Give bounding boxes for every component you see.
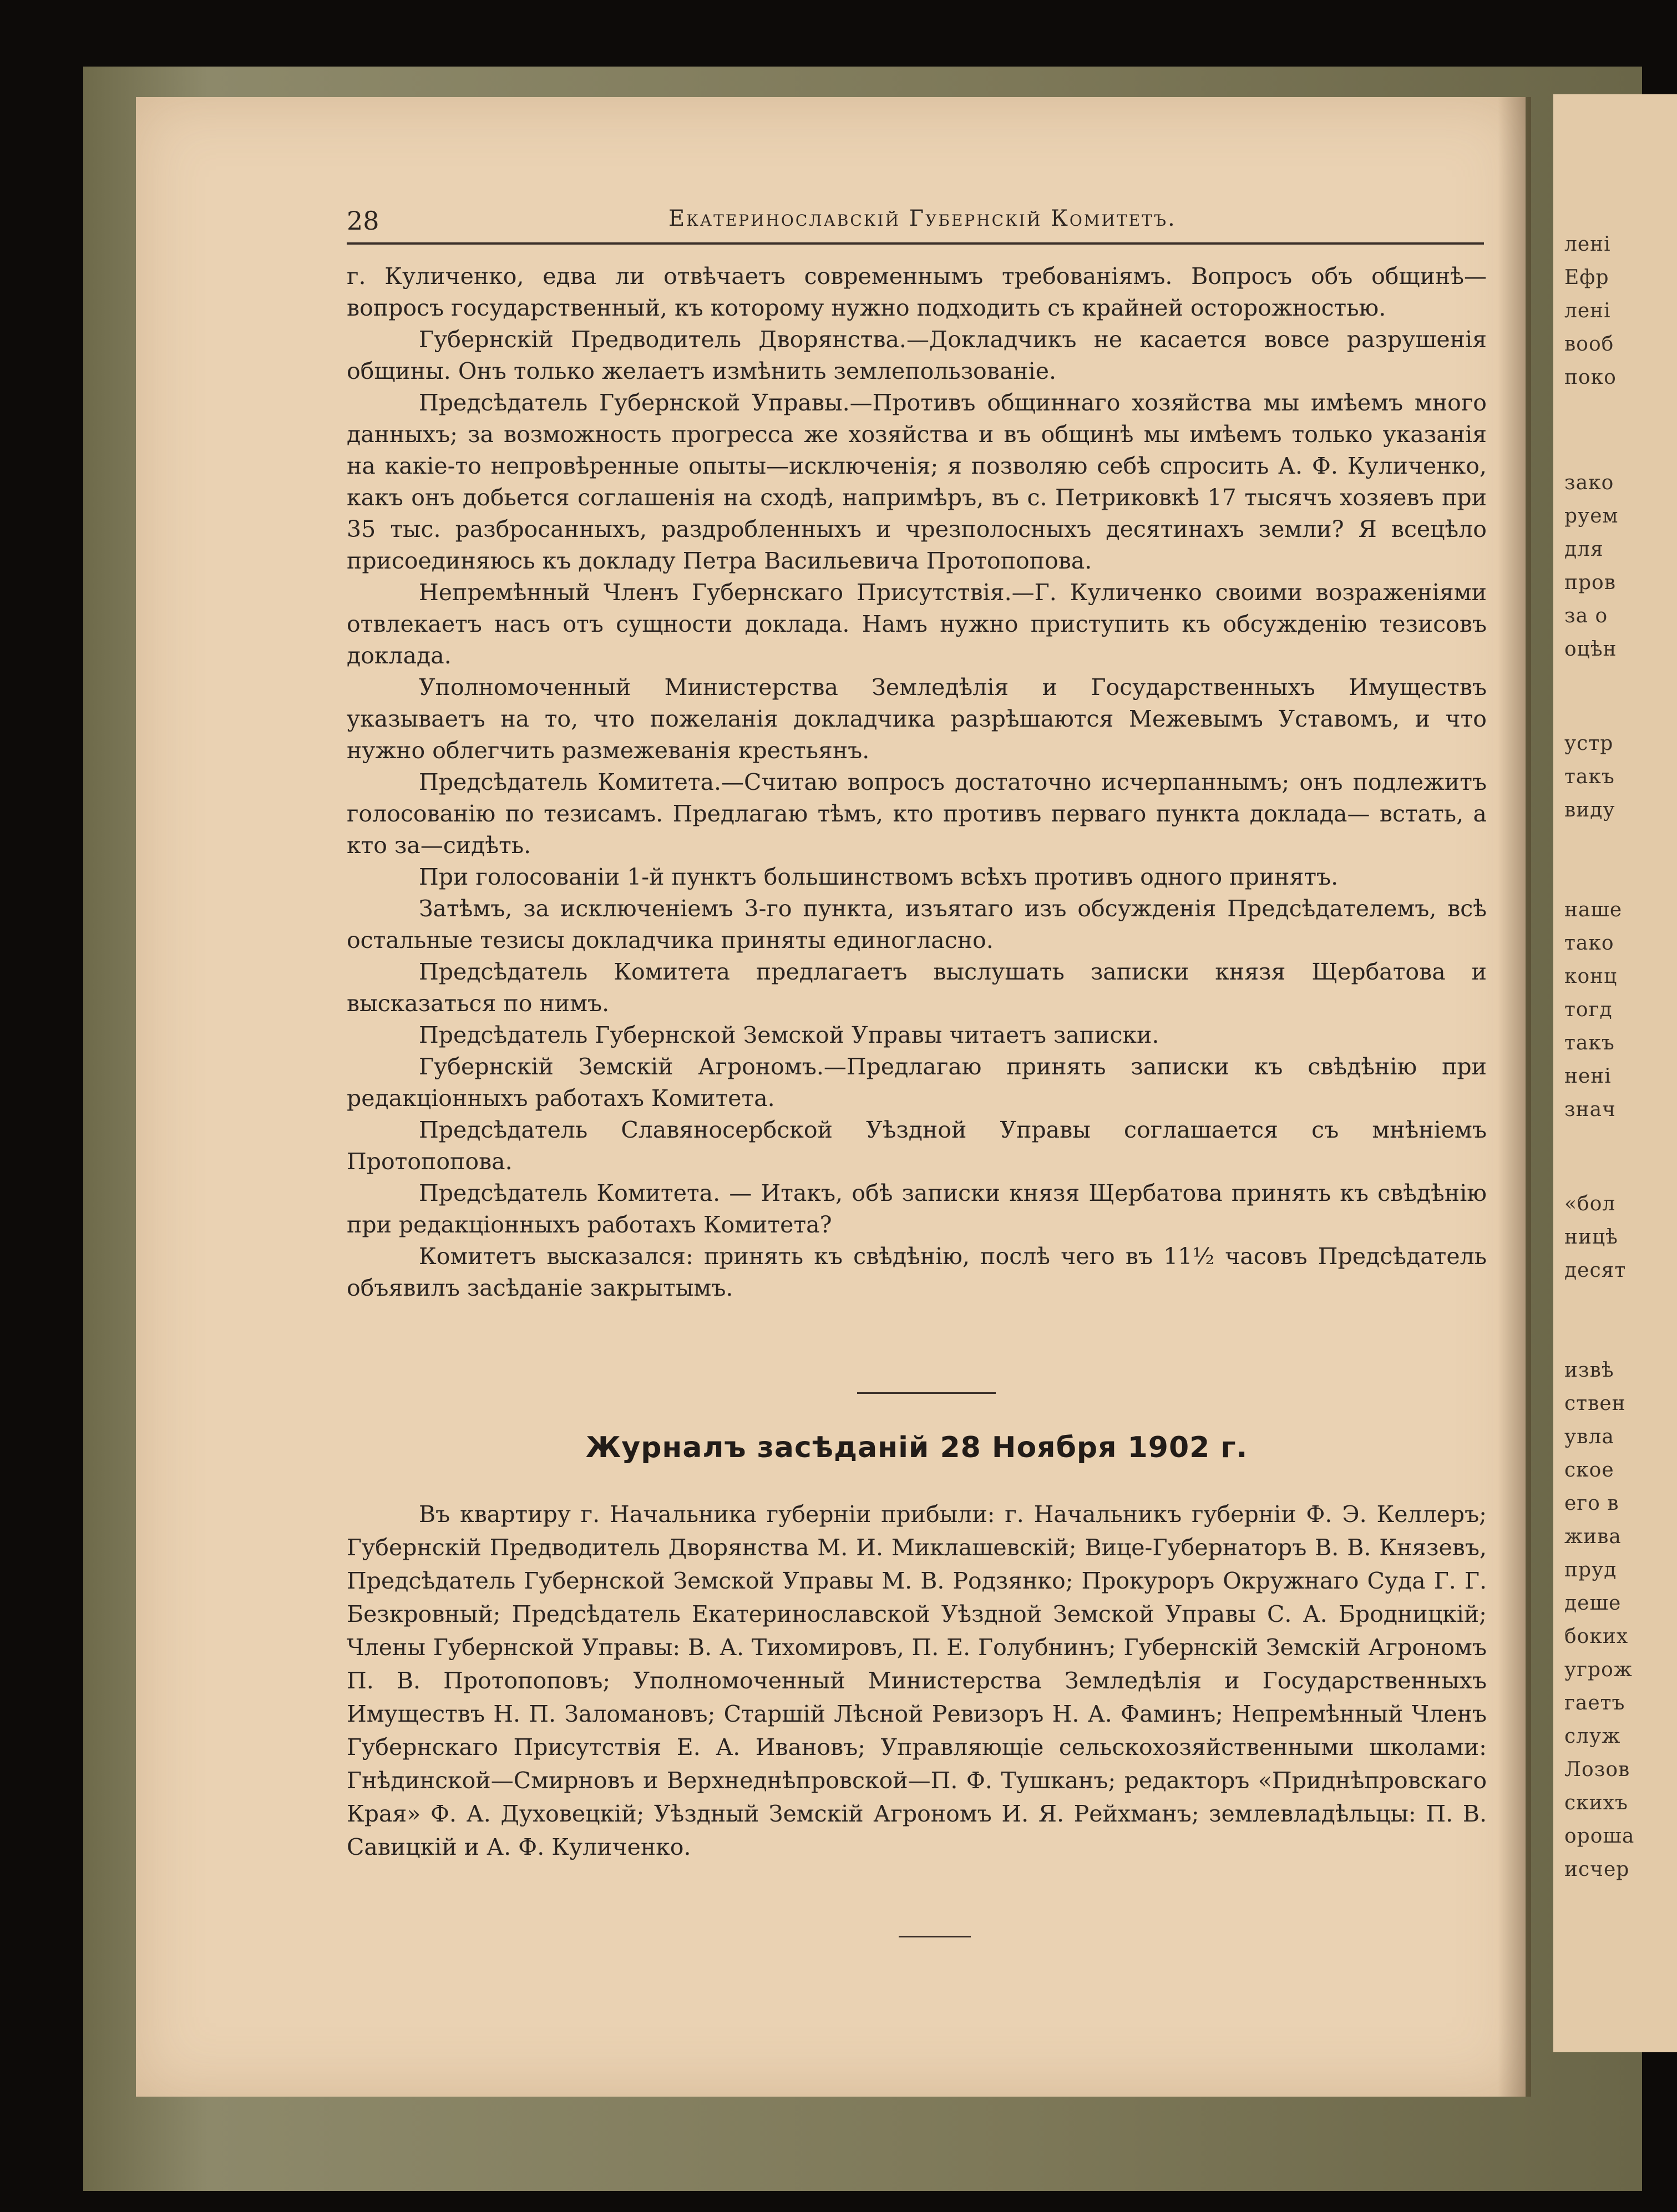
adjacent-page-fragment: руем [1564,505,1619,527]
paragraph: Затѣмъ, за исключеніемъ 3-го пункта, изъятаго изъ обсужденія Предсѣдателемъ, всѣ остальные тезисы докладчика приняты единогласно. [347,895,1487,953]
adjacent-page-fragment: пруд [1564,1559,1617,1581]
paragraph: Непремѣнный Членъ Губернскаго Присутствія.—Г. Куличенко своими возраженіями отвлекаетъ насъ отъ сущности доклада. Намъ нужно приступить къ обсужденію тезисовъ доклада. [347,579,1487,669]
adjacent-page-fragment: ское [1564,1459,1614,1482]
adjacent-page [1553,94,1677,2052]
paragraph: Губернскій Земскій Агрономъ.—Предлагаю принять записки къ свѣдѣнію при редакціонныхъ работахъ Комитета. [347,1053,1487,1112]
adjacent-page-fragment: оцѣн [1564,638,1617,661]
adjacent-page-fragment: такъ [1564,765,1615,788]
adjacent-page-fragment: ницѣ [1564,1226,1618,1249]
body-text [347,261,1487,1304]
page-header [347,202,1484,245]
adjacent-page-fragment: такъ [1564,1032,1615,1054]
adjacent-page-fragment: поко [1564,366,1617,389]
running-title: Екатеринославскій Губернскій Комитетъ. [668,206,1177,231]
adjacent-page-fragment: ненi [1564,1065,1612,1088]
page-number: 28 [347,206,379,236]
adjacent-page-fragment: угрож [1564,1658,1633,1681]
adjacent-page-fragment: извѣ [1564,1359,1614,1382]
paragraph: Уполномоченный Министерства Земледѣлія и Государственныхъ Имуществъ указываетъ на то, что пожеланія докладчика разрѣшаются Межевымъ Уставомъ, и что нужно облегчить размежеванія крестьянъ. [347,674,1487,764]
adjacent-page-fragment: гаетъ [1564,1692,1625,1714]
adjacent-page-fragment: виду [1564,799,1615,821]
paragraph: г. Куличенко, едва ли отвѣчаетъ современнымъ требованіямъ. Вопросъ объ общинѣ— вопросъ государственный, къ которому нужно подходить съ крайней осторожностью. [347,263,1487,321]
adjacent-page-fragment: лені [1564,300,1611,322]
adjacent-page-fragment: пров [1564,571,1616,594]
adjacent-page-fragment: для [1564,538,1604,561]
section-title: Журналъ засѣданій 28 Ноября 1902 г. [585,1431,1248,1464]
paragraph: Губернскій Предводитель Дворянства.—Докладчикъ не касается вовсе разрушенія общины. Онъ только желаетъ измѣнить землепользованіе. [347,326,1487,384]
paragraph: Предсѣдатель Губернской Земской Управы читаетъ записки. [419,1022,1159,1048]
adjacent-page-fragment: конц [1564,965,1618,988]
section-divider [857,1392,996,1394]
adjacent-page-fragment: исчер [1564,1858,1630,1881]
paragraph: Предсѣдатель Комитета предлагаетъ выслушать записки князя Щербатова и высказаться по нимъ. [347,958,1487,1017]
adjacent-page-fragment: устр [1564,732,1614,755]
adjacent-page-fragment: деше [1564,1592,1622,1615]
adjacent-page-fragment: его в [1564,1492,1619,1515]
adjacent-page-fragment: жива [1564,1525,1622,1548]
adjacent-page-fragment: вооб [1564,333,1614,356]
adjacent-page-fragment: «бол [1564,1193,1616,1215]
paragraph: Предсѣдатель Губернской Управы.—Противъ общиннаго хозяйства мы имѣемъ много данныхъ; за возможность прогресса же хозяйства и въ общинѣ мы имѣемъ только указанія на какіе-то непровѣренные опыты—исключенія; я позволяю себѣ спросить А. Ф. Куличенко, какъ онъ добьется соглашенія на сходѣ, напримѣръ, въ с. Петриковкѣ 17 тысячъ хозяевъ при 35 тыс. разбросанныхъ, раздробленныхъ и чрезполосныхъ десятинахъ земли? Я всецѣло присоединяюсь къ докладу Петра Васильевича Протопопова. [347,389,1487,574]
paragraph: Комитетъ высказался: принять къ свѣдѣнію, послѣ чего въ 11½ часовъ Предсѣдатель объявилъ засѣданіе закрытымъ. [347,1243,1487,1301]
paragraph: При голосованіи 1-й пунктъ большинствомъ всѣхъ противъ одного принятъ. [419,864,1339,890]
adjacent-page-fragment: ствен [1564,1392,1626,1415]
adjacent-page-fragment: тако [1564,932,1614,955]
paragraph: Предсѣдатель Комитета.—Считаю вопросъ достаточно исчерпаннымъ; онъ подлежитъ голосованію по тезисамъ. Предлагаю тѣмъ, кто противъ перваго пункта доклада— встать, а кто за—сидѣть. [347,769,1487,859]
paragraph: Предсѣдатель Комитета. — Итакъ, обѣ записки князя Щербатова принять къ свѣдѣнію при редакціонныхъ работахъ Комитета? [347,1180,1487,1238]
adjacent-page-fragment: Ефр [1564,266,1609,289]
adjacent-page-fragment: тогд [1564,998,1613,1021]
page-gutter-shadow [1498,97,1531,2097]
adjacent-page-fragment: лені [1564,233,1611,256]
adjacent-page-fragment: десят [1564,1259,1627,1282]
adjacent-page-fragment: боких [1564,1625,1629,1648]
end-divider [899,1936,971,1937]
attendees-paragraph [347,1498,1487,1864]
adjacent-page-fragment: увла [1564,1425,1614,1448]
adjacent-page-fragment: ороша [1564,1825,1635,1848]
adjacent-page-fragment: зако [1564,471,1614,494]
adjacent-page-fragment: за о [1564,605,1608,627]
paragraph: Предсѣдатель Славяносербской Уѣздной Управы соглашается съ мнѣніемъ Протопопова. [347,1117,1487,1175]
adjacent-page-fragment: Лозов [1564,1758,1630,1781]
adjacent-page-fragment: наше [1564,899,1623,921]
paragraph: Въ квартиру г. Начальника губерніи прибыли: г. Начальникъ губерніи Ф. Э. Келлеръ; Губернскій Предводитель Дворянства М. И. Миклашевскій; Вице-Губернаторъ В. В. Князевъ, Предсѣдатель Губернской Земской Управы М. В. Родзянко; Прокуроръ Окружнаго Суда Г. Г. Безкровный; Предсѣдатель Екатеринославской Уѣздной Земской Управы С. А. Бродницкій; Члены Губернской Управы: В. А. Тихомировъ, П. Е. Голубнинъ; Губернскій Земскій Агрономъ П. В. Протопоповъ; Уполномоченный Министерства Земледѣлія и Государственныхъ Имуществъ Н. П. Заломановъ; Старшій Лѣсной Ревизоръ Н. А. Фаминъ; Непремѣнный Членъ Губернскаго Присутствія Е. А. Ивановъ; Управляющіе сельскохозяйственными школами: Гнѣдинской—Смирновъ и Верхнеднѣпровской—П. Ф. Тушканъ; редакторъ «Приднѣпровскаго Края» Ф. А. Духовецкій; Уѣздный Земскій Агрономъ И. Я. Рейхманъ; землевладѣльцы: П. В. Савицкій и А. Ф. Куличенко. [347,1501,1487,1860]
adjacent-page-fragment: скихъ [1564,1792,1628,1814]
adjacent-page-fragment: служ [1564,1725,1621,1748]
adjacent-page-fragment: знач [1564,1098,1616,1121]
